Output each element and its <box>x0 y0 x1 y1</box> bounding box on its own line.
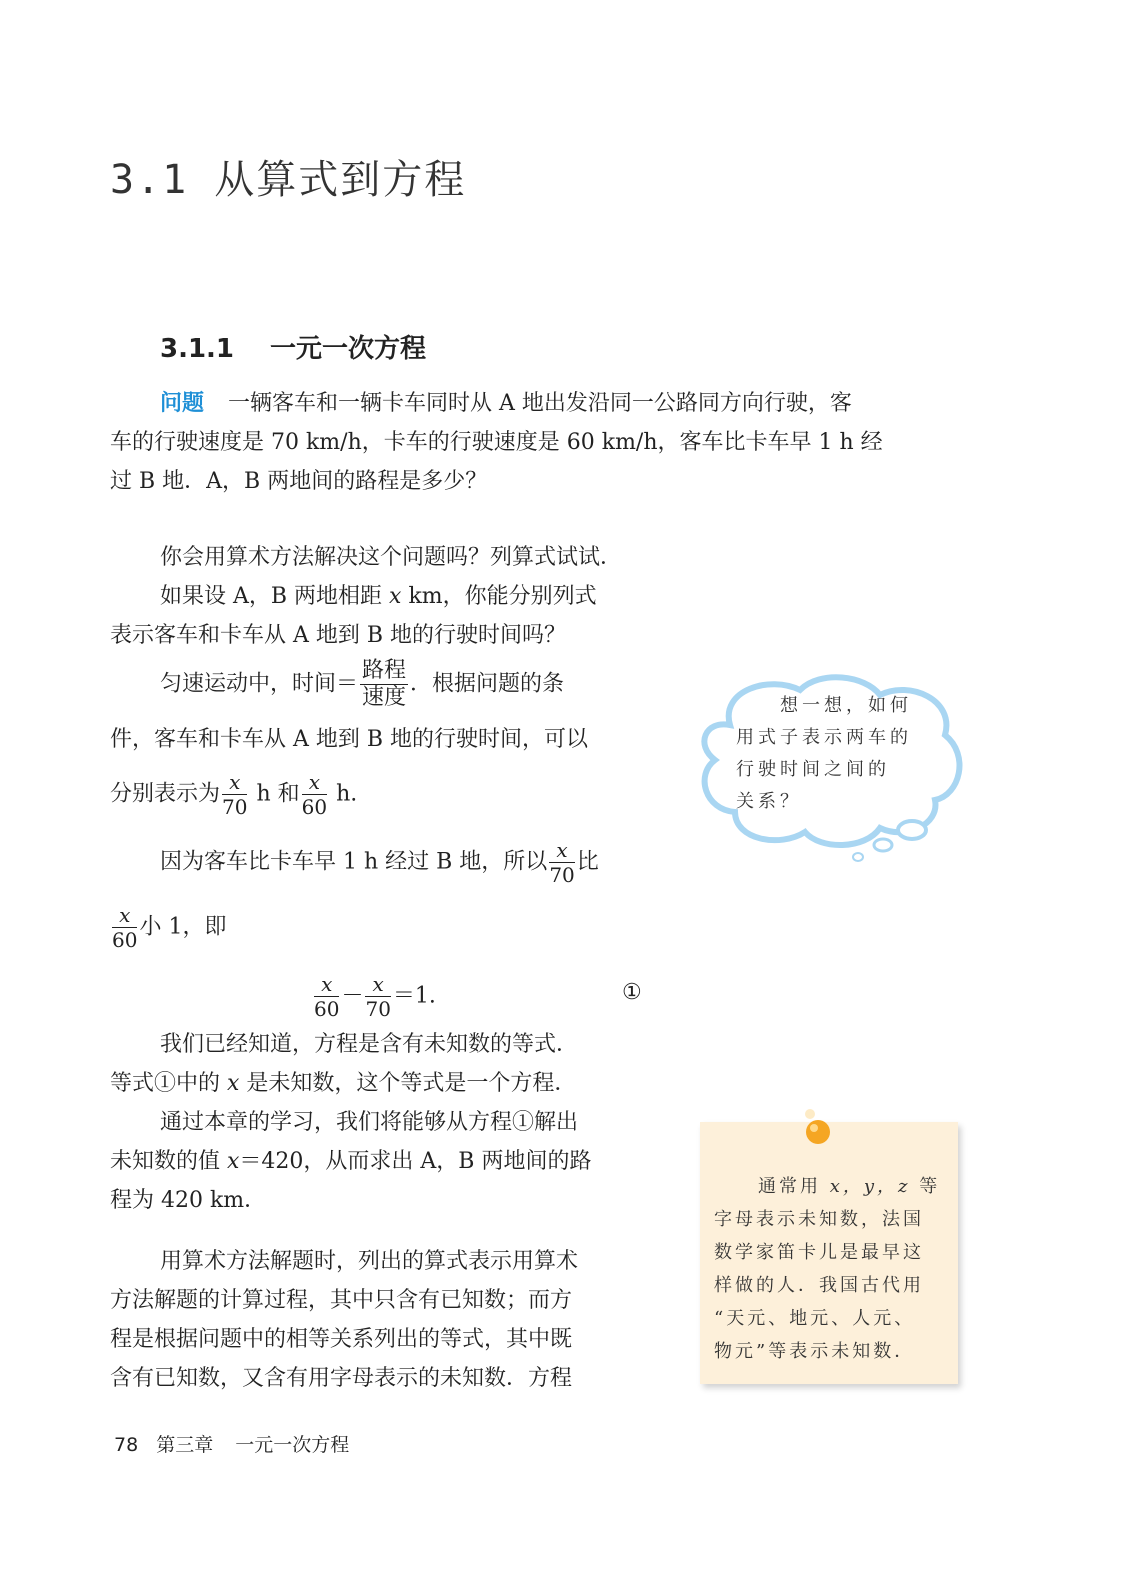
subsection-title-text: 一元一次方程 <box>270 334 427 364</box>
page-number: 78 <box>114 1434 139 1456</box>
note-line-1: 通常用 x，y，z 等 <box>758 1176 941 1197</box>
fraction-x-over-60: $\frac{x}{60}$ <box>301 770 328 819</box>
note-line-6: 物元”等表示未知数． <box>714 1341 916 1362</box>
cloud-line-1: 想一想，如何 <box>780 695 912 716</box>
problem-text: 一辆客车和一辆卡车同时从 A 地出发沿同一公路同方向行驶，客 <box>228 391 852 416</box>
problem-line-3: 过 B 地．A，B 两地间的路程是多少？ <box>110 469 488 494</box>
problem-line-1 <box>160 389 852 419</box>
note-line-4: 样做的人．我国古代用 <box>714 1275 924 1296</box>
paragraph-7-line-2: 方法解题的计算过程，其中只含有已知数；而方 <box>110 1288 573 1313</box>
fraction-x-over-70: $\frac{x}{70}$ <box>365 972 391 1021</box>
subsection-number: 3.1.1 <box>160 334 235 364</box>
chapter-label: 第三章 <box>156 1434 214 1456</box>
fraction-x-over-60: $\frac{x}{60}$ <box>112 903 138 952</box>
cloud-line-4: 关系？ <box>736 791 802 812</box>
paragraph-4-line-1: 因为客车比卡车早 1 h 经过 B 地，所以 $\frac{x}{70}$ 比 <box>160 838 599 887</box>
equation-label: ① <box>622 980 642 1005</box>
problem-label: 问题 <box>160 391 205 416</box>
paragraph-7-line-3: 程是根据问题中的相等关系列出的等式，其中既 <box>110 1327 573 1352</box>
paragraph-6-line-2: 未知数的值 x＝420，从而求出 A，B 两地间的路 <box>110 1149 592 1174</box>
paragraph-7-line-1: 用算术方法解题时，列出的算式表示用算术 <box>160 1249 579 1274</box>
chapter-title: 一元一次方程 <box>235 1434 350 1456</box>
fraction-distance-over-speed: $\frac{\text{路程}}{\text{速度}}$ <box>362 658 407 710</box>
paragraph-6-line-3: 程为 420 km． <box>110 1188 267 1213</box>
paragraph-5-line-2: 等式①中的 x 是未知数，这个等式是一个方程． <box>110 1071 577 1096</box>
equation: $\frac{x}{60}$ － $\frac{x}{70}$ ＝1. <box>314 972 436 1021</box>
paragraph-3-line-1: 匀速运动中，时间＝ $\frac{\text{路程}}{\text{速度}}$ ．根据问题的条 <box>160 658 565 710</box>
cloud-line-2: 用式子表示两车的 <box>736 727 912 748</box>
paragraph-4-line-2: $\frac{x}{60}$ 小 1，即 <box>112 903 227 952</box>
problem-line-2: 车的行驶速度是 70 km/h，卡车的行驶速度是 60 km/h，客车比卡车早 1 h 经 <box>110 430 883 455</box>
paragraph-2-line-2: 表示客车和卡车从 A 地到 B 地的行驶时间吗？ <box>110 623 567 648</box>
paragraph-3-line-3: 分别表示为 $\frac{x}{70}$ h 和 $\frac{x}{60}$ h. <box>110 770 358 819</box>
fraction-x-over-70: $\frac{x}{70}$ <box>222 770 248 819</box>
section-title <box>110 148 466 205</box>
note-line-5: “天元、地元、人元、 <box>714 1308 916 1329</box>
note-line-3: 数学家笛卡儿是最早这 <box>714 1242 924 1263</box>
paragraph-7-line-4: 含有已知数，又含有用字母表示的未知数．方程 <box>110 1366 573 1391</box>
subsection-title <box>160 328 426 365</box>
paragraph-1: 你会用算术方法解决这个问题吗？列算式试试． <box>160 545 623 570</box>
section-number: 3.1 <box>110 157 189 203</box>
paragraph-6-line-1: 通过本章的学习，我们将能够从方程①解出 <box>160 1110 579 1135</box>
paragraph-3-line-2: 件，客车和卡车从 A 地到 B 地的行驶时间，可以 <box>110 727 589 752</box>
fraction-x-over-70: $\frac{x}{70}$ <box>549 838 575 887</box>
section-title-text: 从算式到方程 <box>214 157 467 203</box>
cloud-line-3: 行驶时间之间的 <box>736 759 890 780</box>
fraction-x-over-60: $\frac{x}{60}$ <box>314 972 340 1021</box>
page-footer <box>114 1430 349 1457</box>
paragraph-2-line-1: 如果设 A，B 两地相距 x km，你能分别列式 <box>160 584 597 609</box>
pushpin-icon <box>800 1108 836 1152</box>
note-line-2: 字母表示未知数，法国 <box>714 1209 924 1230</box>
paragraph-5-line-1: 我们已经知道，方程是含有未知数的等式． <box>160 1032 579 1057</box>
